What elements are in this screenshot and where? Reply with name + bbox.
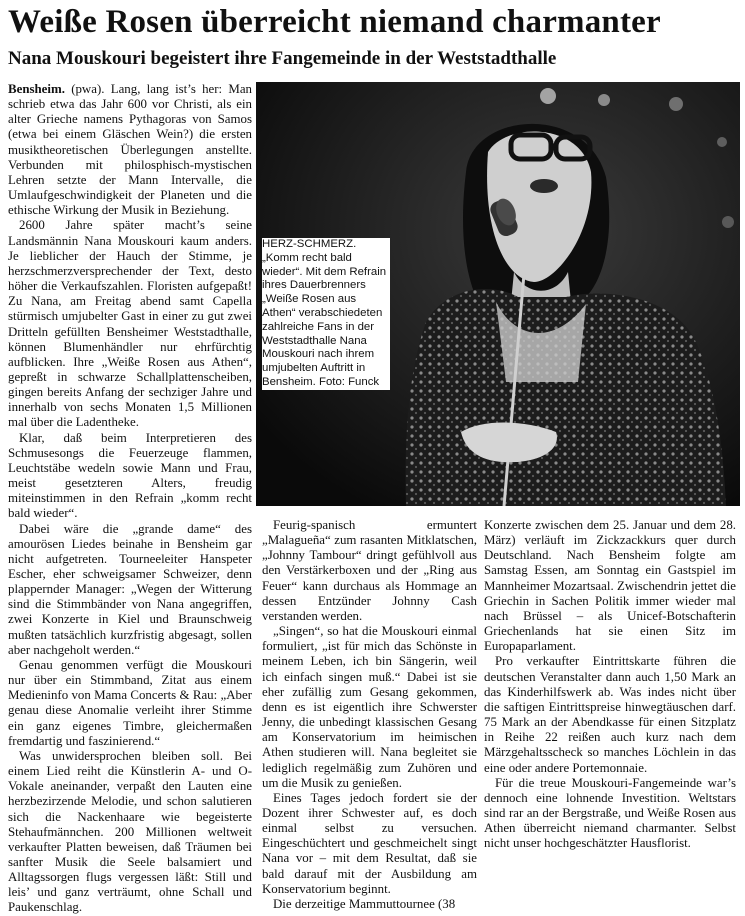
article-column-3 xyxy=(484,518,736,851)
paragraph-3: Klar, daß beim Interpretieren des Schmusesongs die Feuerzeuge flammen, Leuchtstäbe wedeln sowie Mann und Frau, meist gesetzteren Alters, freudig miteinstimmen in den Refrain „komm recht bald wieder“. xyxy=(8,430,252,521)
article-column-2 xyxy=(262,518,477,912)
caption-text: „Komm recht bald wieder“. Mit dem Refrain ihres Dauerbrenners „Weiße Rosen aus Athen“ verabschiedeten zahlreiche Fans in der Weststadthalle Nana Mouskouri nach ihrem umjubelten Auftritt in Bensheim. Foto: Funck xyxy=(262,251,387,388)
paragraph-5: Genau genommen verfügt die Mouskouri nur über ein Stimmband, Zitat aus einem Medieninfo von Mama Concerts & Rau: „Aber genau diese Anomalie verleiht ihrer Stimme ein ganz eigenes Timbre, gleichermaßen fremdartig und faszinierend.“ xyxy=(8,657,252,748)
paragraph-6: Was unwidersprochen bleiben soll. Bei einem Lied reiht die Künstlerin A- und O-Vokale aneinander, verpaßt den Lauten eine herzbezirzende Melodie, und schon salutieren sich die Nackenhaare wie begeisterte Stehaufmännchen. 200 Millionen weltweit verkaufter Platten beweisen, daß Träumen bei sanfter Musik die Seele balsamiert und Alltagssorgen flugs vergessen läßt: Still und leis’ und ganz verträumt, ohne Schall und Paukenschlag. xyxy=(8,748,252,915)
paragraph-1 xyxy=(8,82,252,218)
article-column-1 xyxy=(8,82,252,916)
paragraph-11: Konzerte zwischen dem 25. Januar und dem 28. März) verläuft im Zickzackkurs quer durch Deutschland. Nach Bensheim folgte am Samstag Essen, am Sonntag ein Gastspiel im Mannheimer Mozartsaal. Zwischendrin jettet die Griechin in Sachen Politik immer wieder mal nach Brüssel – als Unicef-Botschafterin Griechenlands hat sie einen Sitz im Europaparlament. xyxy=(484,518,736,654)
caption-heading: HERZ-SCHMERZ. xyxy=(262,238,357,250)
article-headline: Weiße Rosen überreicht niemand charmanter xyxy=(8,4,661,40)
photo-caption xyxy=(262,238,390,390)
article-subheadline: Nana Mouskouri begeistert ihre Fangemeinde in der Weststadthalle xyxy=(8,48,557,69)
paragraph-9: Eines Tages jedoch fordert sie der Dozent ihrer Schwester auf, es doch einmal selbst zu versuchen. Eingeschüchtert und geschmeichelt singt Nana vor – mit dem Resultat, daß sie bald darauf mit der Ausbildung am Konservatorium beginnt. xyxy=(262,790,477,896)
dateline: Bensheim. xyxy=(8,82,65,96)
paragraph-13: Für die treue Mouskouri-Fangemeinde war’s dennoch eine lohnende Investition. Weltstars sind rar an der Bergstraße, und Weiße Rosen aus Athen überreicht niemand charmanter. Selbst nicht unser hochgeschätzter Hausflorist. xyxy=(484,775,736,851)
paragraph-12: Pro verkaufter Eintrittskarte führen die deutschen Veranstalter dann auch 1,50 Mark an das Kinderhilfswerk ab. Was indes nicht über die saftigen Eintrittspreise hinwegtäuschen darf. 75 Mark an der Abendkasse für einen Sitzplatz in Reihe 22 reißen auch kurz nach dem Märzgehaltsscheck so manches Löchlein in das eine oder andere Portemonnaie. xyxy=(484,654,736,775)
paragraph-7: Feurig-spanisch ermuntert „Malagueña“ zum rasanten Mitklatschen, „Johnny Tambour“ dringt gefühlvoll aus den Verstärkerboxen und der „Ring aus Feuer“ kann durchaus als Hommage an dessen Entzünder Johnny Cash verstanden werden. xyxy=(262,518,477,623)
paragraph-2: 2600 Jahre später macht’s seine Landsmännin Nana Mouskouri kaum anders. Je lieblicher der Hauch der Stimme, je herzschmerzversprechender der Text, desto höher die Verkaufszahlen. Floristen aufgepaßt! Zu Nana, am Freitag abend samt Capella stürmisch umjubelter Gast in einer zu gut zwei Dritteln gefüllten Bensheimer Weststadthalle, können Blumenhändler nur ehrfürchtig aufblicken. Ihre „Weiße Rosen aus Athen“, gepreßt in schwarze Schallplattenscheiben, gingen bereits Anfang der sechziger Jahre und innerhalb von sechs Monaten 1,5 Millionen mal über die Ladentheke. xyxy=(8,218,252,430)
paragraph-1-text: (pwa). Lang, lang ist’s her: Man schrieb etwa das Jahr 600 vor Christi, als ein alter Grieche namens Pythagoras von Samos (etwa bei einem Gläschen Wein?) die ersten musiktheoretischen Überlegungen anstellte. Verbunden mit philosphisch-mystischen Lehren setzte der Mann Intervalle, die Umlaufgeschwindigkeit der Planeten und die ethische Wirkung der Musik in Beziehung. xyxy=(8,82,252,218)
paragraph-10: Die derzeitige Mammuttournee (38 xyxy=(273,896,456,911)
paragraph-4: Dabei wäre die „grande dame“ des amourösen Liedes beinahe in Bensheim gar nicht aufgetreten. Tourneeleiter Hanspeter Escher, eher schweigsamer Schweizer, denn plappernder Manager: „Wegen der Witterung sind die Stimmbänder von Nana angegriffen, zwei Konzerte in Kiel und Braunschweig mußten tatsächlich kurzfristig abgesagt, sollen aber nachgeholt werden.“ xyxy=(8,521,252,657)
paragraph-8: „Singen“, so hat die Mouskouri einmal formuliert, „ist für mich das Schönste in meinem Leben, ich bin Sängerin, weil ich einfach singen muß.“ Dabei ist sie eher zufällig zum Gesang gekommen, denn es ist eigentlich ihre Schwerster Jenny, die unbedingt klassischen Gesang am Konservatorium im heimischen Athen studieren will. Nana begleitet sie lediglich regelmäßig zum Zuhören und um die Musik zu genießen. xyxy=(262,624,477,790)
